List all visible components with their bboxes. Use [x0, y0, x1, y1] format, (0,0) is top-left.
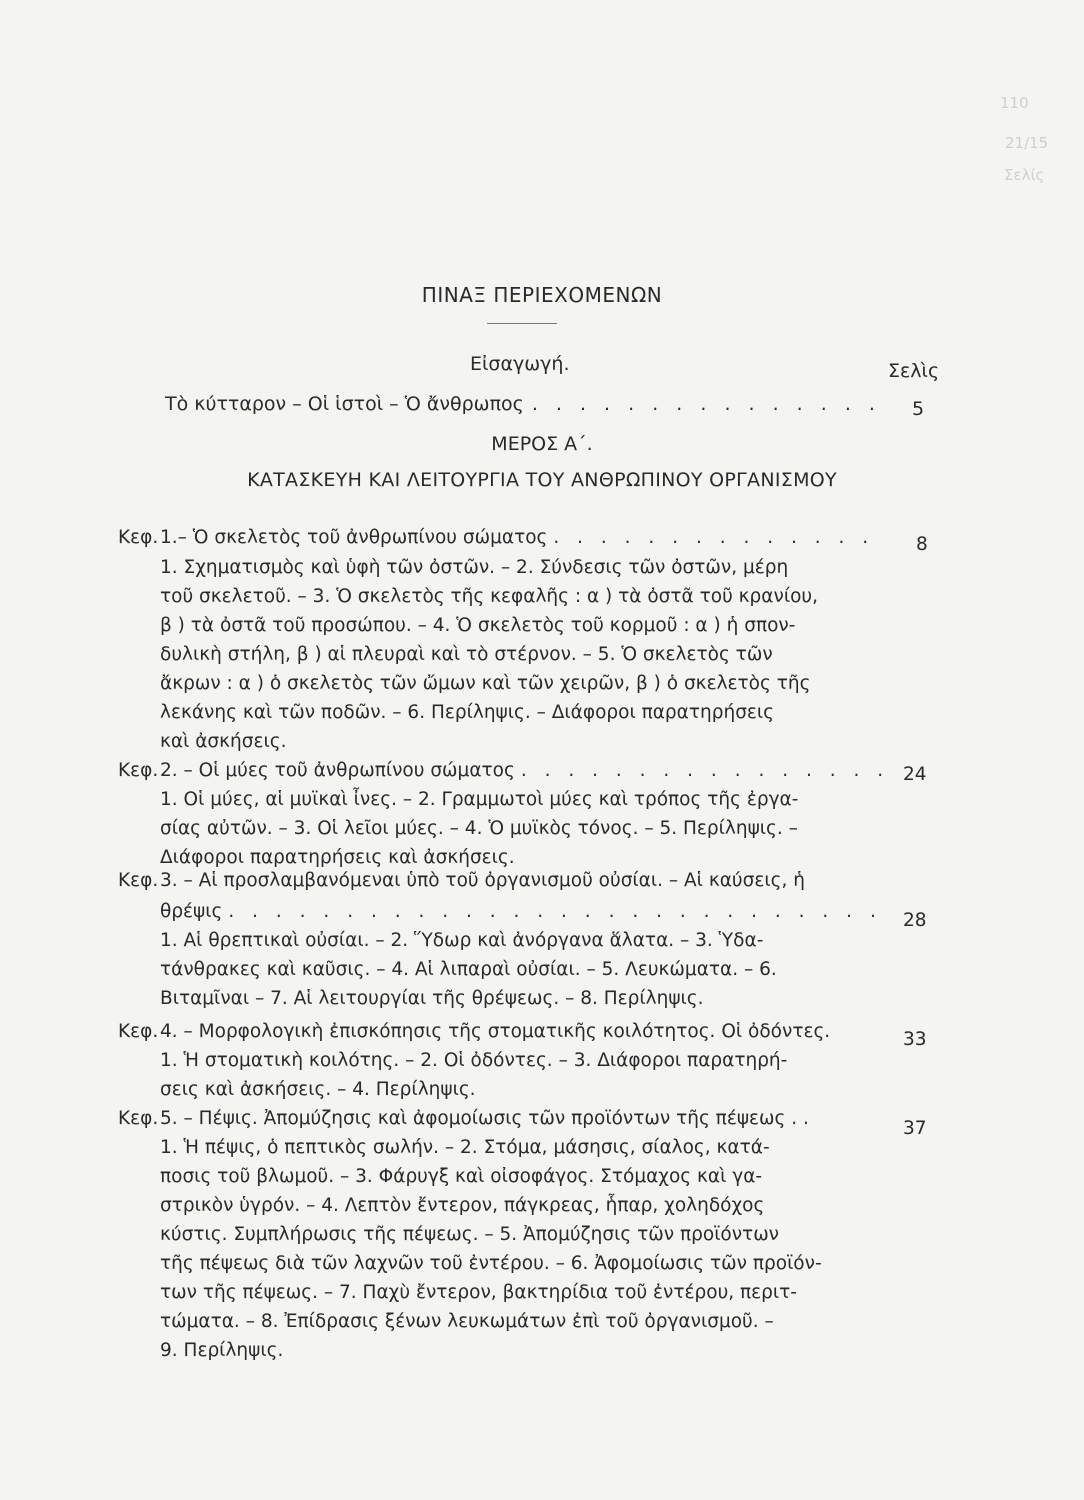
chapter-prefix: Κεφ. — [118, 1021, 159, 1042]
chapter-line: σεις καὶ ἀσκήσεις. – 4. Περίληψις. — [160, 1079, 476, 1100]
chapter-contents — [160, 789, 885, 876]
chapter-prefix: Κεφ. — [118, 870, 159, 891]
chapter-heading-continued — [160, 901, 886, 922]
chapter-line: τώματα. – 8. Ἐπίδρασις ξένων λευκωμάτων ἐπὶ τοῦ ὀργανισμοῦ. – — [160, 1311, 774, 1332]
chapter-heading-text: 2. – Οἱ μύες τοῦ ἀνθρωπίνου σώματος — [160, 760, 515, 781]
chapter-prefix: Κεφ. — [118, 1108, 159, 1129]
chapter-line: 1. Σχηματισμὸς καὶ ὑφὴ τῶν ὀστῶν. – 2. Σύνδεσις τῶν ὀστῶν, μέρη — [160, 557, 789, 578]
chapter-line: 1. Αἱ θρεπτικαὶ οὐσίαι. – 2. Ὕδωρ καὶ ἀνόργανα ἅλατα. – 3. Ὑδα- — [160, 930, 764, 951]
chapter-heading — [160, 527, 886, 548]
chapter-heading — [160, 1108, 886, 1129]
chapter-line: λεκάνης καὶ τῶν ποδῶν. – 6. Περίληψις. – Διάφοροι παρατηρήσεις — [160, 702, 775, 723]
chapter-heading-text: 4. – Μορφολογικὴ ἐπισκόπησις τῆς στοματικῆς κοιλότητος. Οἱ ὀδόντες. — [160, 1021, 831, 1042]
chapter-heading — [160, 760, 886, 781]
chapter-line: ἄκρων : α ) ὁ σκελετὸς τῶν ὤμων καὶ τῶν χειρῶν, β ) ὁ σκελετὸς τῆς — [160, 673, 811, 694]
chapter-line: β ) τὰ ὀστᾶ τοῦ προσώπου. – 4. Ὁ σκελετὸς τοῦ κορμοῦ : α ) ἡ σπον- — [160, 615, 796, 636]
chapter-contents — [160, 557, 885, 760]
chapter-line: 1. Ἡ στοματικὴ κοιλότης. – 2. Οἱ ὀδόντες. – 3. Διάφοροι παρατηρή- — [160, 1050, 788, 1071]
leader-dots — [532, 393, 885, 415]
chapter-line: σίας αὐτῶν. – 3. Οἱ λεῖοι μύες. – 4. Ὁ μυϊκὸς τόνος. – 5. Περίληψις. – — [160, 818, 798, 839]
leader-dots — [521, 760, 886, 781]
chapter-prefix: Κεφ. — [118, 527, 159, 548]
chapter-line: Βιταμῖναι – 7. Αἱ λειτουργίαι τῆς θρέψεως. – 8. Περίληψις. — [160, 988, 704, 1009]
intro-page-number: 5 — [912, 398, 925, 420]
intro-entry-text: Τὸ κύτταρον – Οἱ ἱστοὶ – Ὁ ἄνθρωπος — [165, 393, 524, 415]
title-divider — [487, 323, 557, 324]
chapter-heading — [160, 1021, 886, 1042]
chapter-line: τοῦ σκελετοῦ. – 3. Ὁ σκελετὸς τῆς κεφαλῆς : α ) τὰ ὀστᾶ τοῦ κρανίου, — [160, 586, 818, 607]
chapter-page-number: 37 — [903, 1118, 927, 1139]
chapter-contents — [160, 1050, 885, 1108]
chapter-line: 1. Ἡ πέψις, ὁ πεπτικὸς σωλήν. – 2. Στόμα, μάσησις, σίαλος, κατά- — [160, 1137, 770, 1158]
chapter-heading-text: 1.– Ὁ σκελετὸς τοῦ ἀνθρωπίνου σώματος — [160, 527, 548, 548]
part-title: ΚΑΤΑΣΚΕΥΗ ΚΑΙ ΛΕΙΤΟΥΡΓΙΑ ΤΟΥ ΑΝΘΡΩΠΙΝΟΥ ΟΡΓΑΝΙΣΜΟΥ — [247, 469, 837, 491]
page-column-label: Σελὶς — [888, 360, 940, 382]
chapter-line: των τῆς πέψεως. – 7. Παχὺ ἔντερον, βακτηρίδια τοῦ ἐντέρου, περιτ- — [160, 1282, 797, 1303]
chapter-line: τῆς πέψεως διὰ τῶν λαχνῶν τοῦ ἐντέρου. – 6. Ἀφομοίωσις τῶν προϊόν- — [160, 1253, 822, 1274]
bleed-mark: 110 — [1000, 94, 1029, 112]
intro-entry — [165, 393, 885, 415]
chapter-page-number: 24 — [903, 764, 927, 785]
bleed-mark: 21/15 — [1005, 134, 1049, 152]
chapter-line: Διάφοροι παρατηρήσεις καὶ ἀσκήσεις. — [160, 847, 515, 868]
chapter-line: 9. Περίληψις. — [160, 1340, 284, 1361]
chapter-contents — [160, 930, 885, 1017]
chapter-line: τάνθρακες καὶ καῦσις. – 4. Αἱ λιπαραὶ οὐσίαι. – 5. Λευκώματα. – 6. — [160, 959, 777, 980]
chapter-heading-text: 5. – Πέψις. Ἀπομύζησις καὶ ἀφομοίωσις τῶν προϊόντων τῆς πέψεως . . — [160, 1108, 809, 1129]
page-title: ΠΙΝΑΞ ΠΕΡΙΕΧΟΜΕΝΩΝ — [421, 283, 663, 307]
chapter-contents — [160, 1137, 885, 1369]
bleed-mark: Σελίς — [1004, 166, 1045, 184]
chapter-page-number: 28 — [903, 910, 927, 931]
chapter-line: δυλικὴ στήλη, β ) αἱ πλευραὶ καὶ τὸ στέρνον. – 5. Ὁ σκελετὸς τῶν — [160, 644, 773, 665]
chapter-line: 1. Οἱ μύες, αἱ μυϊκαὶ ἶνες. – 2. Γραμμωτοὶ μύες καὶ τρόπος τῆς ἐργα- — [160, 789, 799, 810]
chapter-line: στρικὸν ὑγρόν. – 4. Λεπτὸν ἔντερον, πάγκρεας, ἧπαρ, χοληδόχος — [160, 1195, 765, 1216]
chapter-prefix: Κεφ. — [118, 760, 159, 781]
chapter-line: ποσις τοῦ βλωμοῦ. – 3. Φάρυγξ καὶ οἰσοφάγος. Στόμαχος καὶ γα- — [160, 1166, 763, 1187]
chapter-heading-text: 3. – Αἱ προσλαμβανόμεναι ὑπὸ τοῦ ὀργανισμοῦ οὐσίαι. – Αἱ καύσεις, ἡ — [160, 870, 805, 891]
chapter-page-number: 8 — [916, 534, 928, 555]
leader-dots — [553, 527, 886, 548]
chapter-line: κύστις. Συμπλήρωσις τῆς πέψεως. – 5. Ἀπομύζησις τῶν προϊόντων — [160, 1224, 780, 1245]
part-heading: ΜΕΡΟΣ Α΄. — [491, 433, 593, 455]
chapter-heading — [160, 870, 886, 891]
chapter-page-number: 33 — [903, 1029, 927, 1050]
intro-heading: Εἰσαγωγή. — [470, 353, 570, 375]
leader-dots — [228, 901, 886, 922]
chapter-line: καὶ ἀσκήσεις. — [160, 731, 287, 752]
chapter-heading-text: θρέψις — [160, 901, 223, 922]
